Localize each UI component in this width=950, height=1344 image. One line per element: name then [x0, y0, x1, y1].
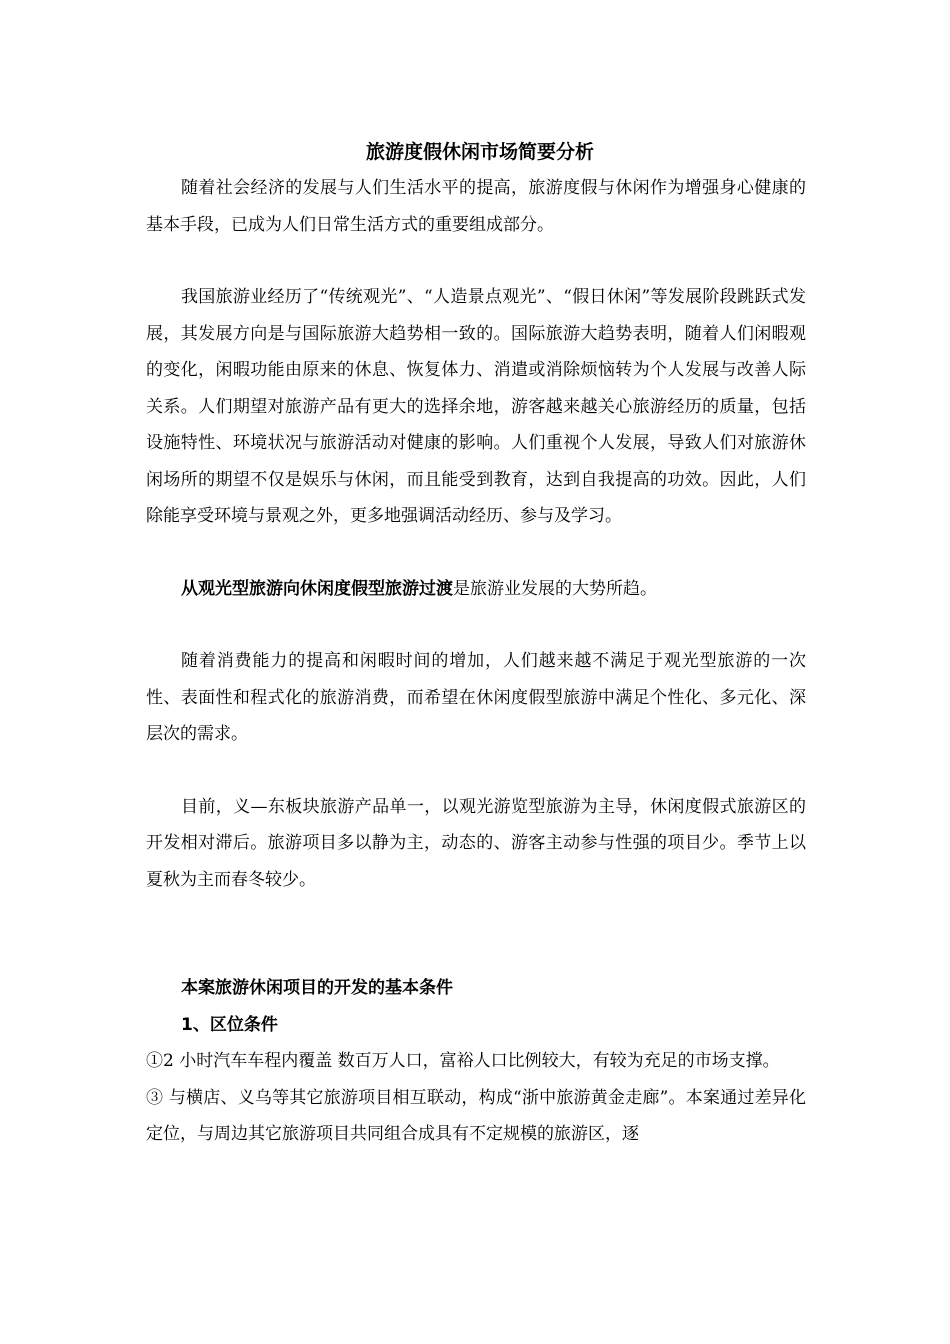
- section-heading: 本案旅游休闲项目的开发的基本条件: [181, 978, 453, 998]
- document-title: 旅游度假休闲市场简要分析: [365, 141, 594, 163]
- trend-rest: 是旅游业发展的大势所趋。: [453, 578, 657, 599]
- paragraph-development: 我国旅游业经历了“传统观光”、“人造景点观光”、“假日休闲”等发展阶段跳跃式发展，其发展方向是与国际旅游大趋势相一致的。国际旅游大趋势表明，随着人们闲暇观的变化，闲暇功能由原来的休息、恢复体力、消遣或消除烦恼转为个人发展与改善人际关系。人们期望对旅游产品有更大的选择余地，游客越来越关心旅游经历的质量，包括设施特性、环境状况与旅游活动对健康的影响。人们重视个人发展，导致人们对旅游休闲场所的期望不仅是娱乐与休闲，而且能受到教育，达到自我提高的功效。因此，人们除能享受环境与景观之外，更多地强调活动经历、参与及学习。: [146, 287, 806, 526]
- paragraph-demand: 随着消费能力的提高和闲暇时间的增加，人们越来越不满足于观光型旅游的一次性、表面性和程式化的旅游消费，而希望在休闲度假型旅游中满足个性化、多元化、深层次的需求。: [146, 651, 806, 744]
- list-item-linkage: ③ 与横店、义乌等其它旅游项目相互联动，构成“浙中旅游黄金走廊”。本案通过差异化定位，与周边其它旅游项目共同组合成具有不定规模的旅游区，逐: [146, 1087, 806, 1144]
- list-item-population: ①2 小时汽车车程内覆盖 数百万人口，富裕人口比例较大，有较为充足的市场支撑。: [146, 1051, 780, 1071]
- paragraph-trend: [146, 571, 806, 608]
- paragraph-intro: 随着社会经济的发展与人们生活水平的提高，旅游度假与休闲作为增强身心健康的基本手段，已成为人们日常生活方式的重要组成部分。: [146, 178, 806, 235]
- sub-heading-location: 1、区位条件: [181, 1014, 278, 1035]
- trend-emphasis: 从观光型旅游向休闲度假型旅游过渡: [181, 578, 453, 599]
- document-page: [146, 134, 806, 1153]
- paragraph-current-status: 目前，义—东板块旅游产品单一，以观光游览型旅游为主导，休闲度假式旅游区的开发相对滞后。旅游项目多以静为主，动态的、游客主动参与性强的项目少。季节上以夏秋为主而春冬较少。: [146, 796, 806, 890]
